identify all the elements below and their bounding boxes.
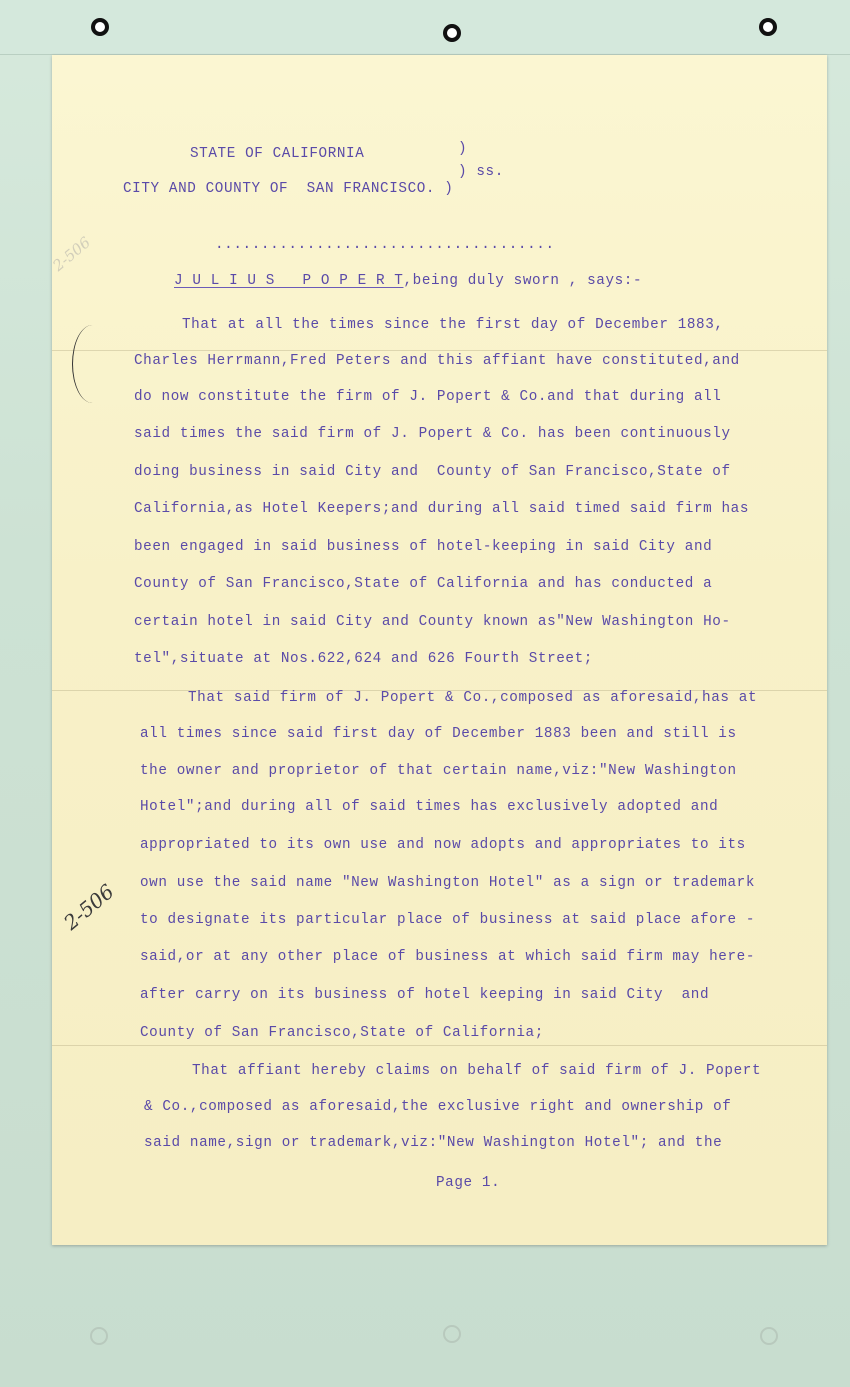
body-line: County of San Francisco,State of California and has conducted a xyxy=(134,576,713,592)
body-line: County of San Francisco,State of California; xyxy=(140,1025,544,1041)
margin-note: 2-506 xyxy=(59,879,119,935)
binder-hole-bottom-center xyxy=(443,1325,461,1343)
body-line: California,as Hotel Keepers;and during all said timed said firm has xyxy=(134,501,750,517)
binder-strip xyxy=(0,0,850,55)
dotted-separator: ..................................... xyxy=(215,237,555,253)
body-line: appropriated to its own use and now adopts and appropriates to its xyxy=(140,837,746,853)
body-line: Charles Herrmann,Fred Peters and this affiant have constituted,and xyxy=(134,353,740,369)
binder-hole-bottom-right xyxy=(760,1327,778,1345)
body-line: do now constitute the firm of J. Popert & Co.and that during all xyxy=(134,389,722,405)
pencil-bracket xyxy=(72,325,113,403)
heading-paren: ) xyxy=(458,141,468,157)
body-line: been engaged in said business of hotel-keeping in said City and xyxy=(134,539,713,555)
body-line: the owner and proprietor of that certain name,viz:"New Washington xyxy=(140,763,737,779)
affiant-line xyxy=(174,272,642,290)
body-line: after carry on its business of hotel keeping in said City and xyxy=(140,987,710,1003)
body-line: tel",situate at Nos.622,624 and 626 Fourth Street; xyxy=(134,651,593,667)
body-line: Hotel";and during all of said times has exclusively adopted and xyxy=(140,799,719,815)
body-line: said,or at any other place of business at which said firm may here- xyxy=(140,949,756,965)
body-line: That at all the times since the first day of December 1883, xyxy=(182,317,724,333)
binder-hole-left xyxy=(91,18,109,36)
body-line: That affiant hereby claims on behalf of said firm of J. Popert xyxy=(192,1063,762,1079)
body-line: all times since said first day of December 1883 been and still is xyxy=(140,726,737,742)
affiant-name: J U L I U S P O P E R T xyxy=(174,273,404,289)
binder-hole-bottom-left xyxy=(90,1327,108,1345)
page-number: Page 1. xyxy=(436,1175,501,1191)
binder-hole-center xyxy=(443,24,461,42)
fold-line xyxy=(52,1045,827,1046)
state-heading: STATE OF CALIFORNIA xyxy=(190,146,365,162)
ss-mark: ) ss. xyxy=(458,164,504,180)
body-line: certain hotel in said City and County known as"New Washington Ho- xyxy=(134,614,731,630)
body-line: & Co.,composed as aforesaid,the exclusive right and ownership of xyxy=(144,1099,732,1115)
body-line: doing business in said City and County of San Francisco,State of xyxy=(134,464,731,480)
affiant-oath: ,being duly sworn , says:- xyxy=(403,273,643,289)
binder-hole-right xyxy=(759,18,777,36)
county-heading: CITY AND COUNTY OF SAN FRANCISCO. ) xyxy=(123,181,454,197)
body-line: That said firm of J. Popert & Co.,composed as aforesaid,has at xyxy=(188,690,758,706)
margin-note-faint: 2-506 xyxy=(49,233,94,275)
body-line: own use the said name "New Washington Hotel" as a sign or trademark xyxy=(140,875,756,891)
body-line: said name,sign or trademark,viz:"New Washington Hotel"; and the xyxy=(144,1135,723,1151)
body-line: said times the said firm of J. Popert & Co. has been continuously xyxy=(134,426,731,442)
body-line: to designate its particular place of business at said place afore - xyxy=(140,912,756,928)
fold-line xyxy=(52,350,827,351)
